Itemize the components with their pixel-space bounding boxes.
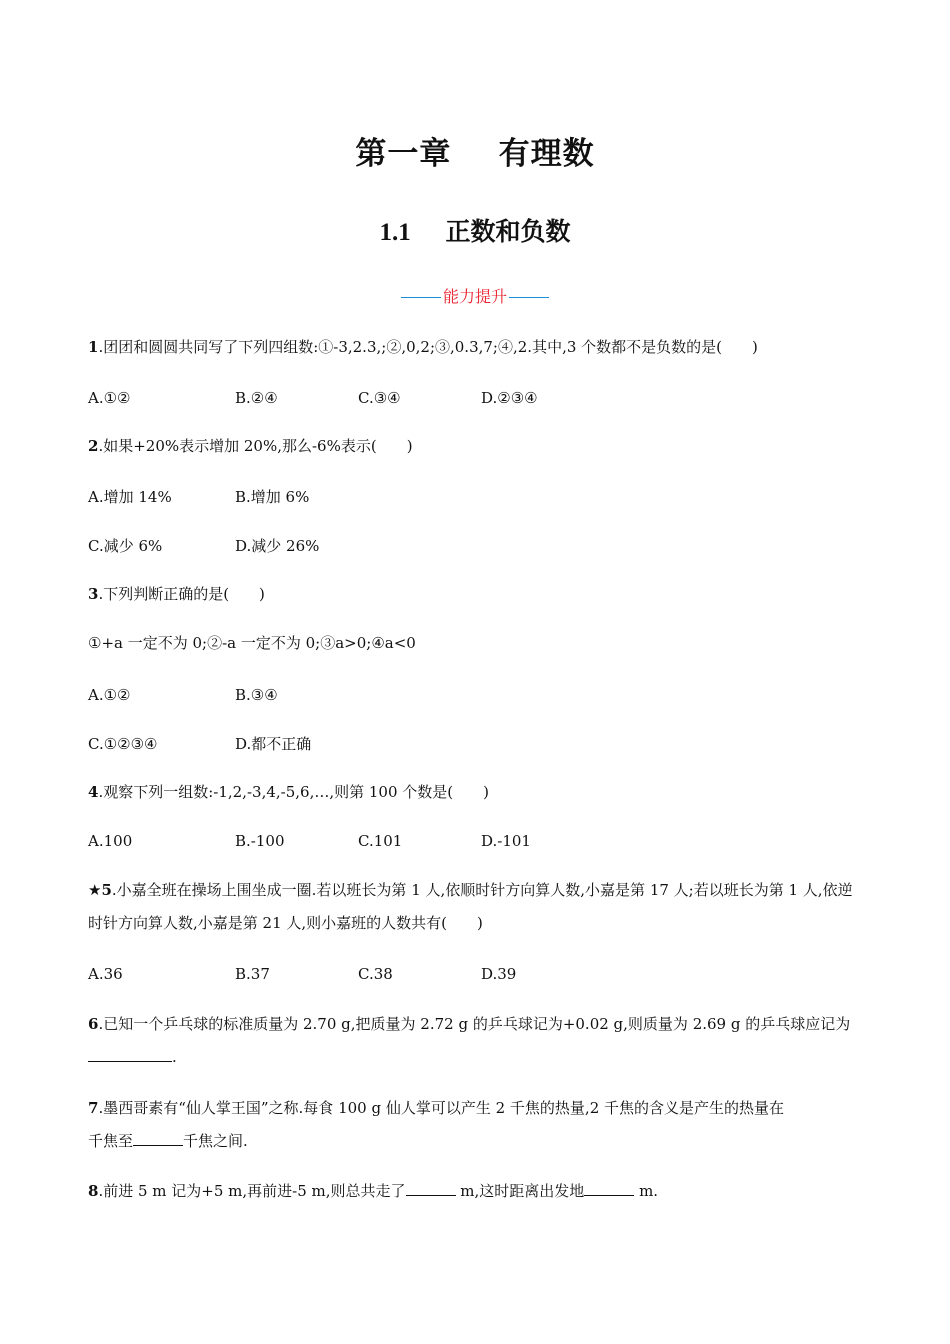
question-text: .如果+20%表示增加 20%,那么-6%表示( ) [98, 437, 413, 455]
option-a[interactable]: A.100 [88, 832, 133, 850]
question-text: .团团和圆圆共同写了下列四组数:①-3,2.3,;②,0,2;③,0.3,7;④,2.其中,3 个数都不是负数的是( ) [98, 338, 758, 356]
question-8 [88, 1175, 858, 1208]
question-text-part: 千焦之间. [183, 1132, 248, 1150]
question-text: .已知一个乒乓球的标准质量为 2.70 g,把质量为 2.72 g 的乒乓球记为+0.02 g,则质量为 2.69 g 的乒乓球应记为 [98, 1015, 851, 1033]
sub-heading-label: 能力提升 [442, 287, 507, 306]
answer-blank[interactable] [88, 1047, 172, 1062]
question-number: 2 [88, 437, 99, 455]
answer-blank-displacement[interactable] [584, 1181, 634, 1196]
option-d[interactable]: D.②③④ [481, 389, 538, 407]
question-6 [88, 1008, 858, 1074]
section-title [0, 212, 950, 248]
question-1 [88, 331, 858, 364]
divider-left [401, 297, 441, 299]
option-d[interactable]: D.39 [481, 965, 517, 983]
option-c[interactable]: C.③④ [358, 389, 401, 407]
section-number: 1.1 [379, 219, 411, 246]
option-d[interactable]: D.减少 26% [235, 537, 320, 555]
question-number: 4 [88, 783, 99, 801]
question-number: 5 [101, 881, 112, 899]
question-3 [88, 578, 858, 611]
option-b[interactable]: B.-100 [235, 832, 285, 850]
question-tail: . [172, 1048, 177, 1066]
option-a[interactable]: A.增加 14% [88, 488, 172, 506]
option-b[interactable]: B.③④ [235, 686, 278, 704]
answer-blank-distance[interactable] [406, 1181, 456, 1196]
option-a[interactable]: A.36 [88, 965, 123, 983]
option-c[interactable]: C.①②③④ [88, 735, 158, 753]
option-d[interactable]: D.-101 [481, 832, 531, 850]
question-number: 3 [88, 585, 99, 603]
question-text: .小嘉全班在操场上围坐成一圈.若以班长为第 1 人,依顺时针方向算人数,小嘉是第 17 人;若以班长为第 1 人,依逆时针方向算人数,小嘉是第 21 人,则小嘉班的人数共有( ) [88, 881, 853, 932]
question-5 [88, 874, 858, 940]
question-7 [88, 1092, 858, 1125]
sub-heading [0, 284, 950, 307]
section-name: 正数和负数 [445, 217, 571, 246]
option-a[interactable]: A.①② [88, 686, 131, 704]
question-text: .墨西哥素有“仙人掌王国”之称.每食 100 g 仙人掌可以产生 2 千焦的热量,2 千焦的含义是产生的热量在 [98, 1099, 785, 1117]
question-3-statement: ①+a 一定不为 0;②-a 一定不为 0;③a>0;④a<0 [88, 634, 416, 652]
option-b[interactable]: B.②④ [235, 389, 278, 407]
question-number: 8 [88, 1182, 99, 1200]
question-text: .下列判断正确的是( ) [98, 585, 265, 603]
question-number: 6 [88, 1015, 99, 1033]
question-text-part: 千焦至 [88, 1132, 134, 1150]
question-text: .观察下列一组数:-1,2,-3,4,-5,6,…,则第 100 个数是( ) [98, 783, 489, 801]
option-b[interactable]: B.增加 6% [235, 488, 310, 506]
question-number: 7 [88, 1099, 99, 1117]
question-4 [88, 776, 858, 809]
question-7-line2 [88, 1125, 858, 1158]
answer-blank-low[interactable] [133, 1131, 183, 1146]
question-2 [88, 430, 858, 463]
chapter-title: 第一章 有理数 [355, 136, 595, 172]
question-text-part: .前进 5 m 记为+5 m,再前进-5 m,则总共走了 [98, 1182, 406, 1200]
option-c[interactable]: C.减少 6% [88, 537, 163, 555]
option-d[interactable]: D.都不正确 [235, 735, 312, 753]
question-text-part: m,这时距离出发地 [455, 1182, 585, 1200]
option-a[interactable]: A.①② [88, 389, 131, 407]
option-c[interactable]: C.38 [358, 965, 393, 983]
divider-right [509, 297, 549, 299]
option-b[interactable]: B.37 [235, 965, 270, 983]
question-text-part: m. [634, 1182, 659, 1200]
question-number: 1 [88, 338, 99, 356]
star-icon: ★ [88, 881, 102, 899]
option-c[interactable]: C.101 [358, 832, 403, 850]
